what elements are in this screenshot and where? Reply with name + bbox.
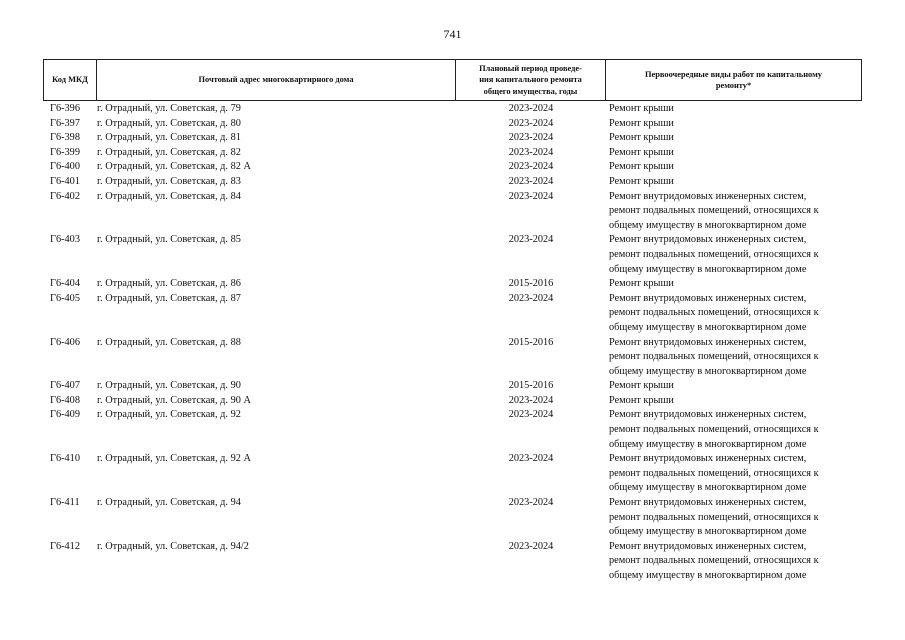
code-cell: Г6-405 (50, 292, 80, 304)
table-row (43, 336, 862, 380)
period-cell: 2023-2024 (508, 175, 554, 187)
works-cell: Ремонт внутридомовых инженерных систем, ремонт подвальных помещений, относящихся к общему имуществу в многоквартирном доме (609, 234, 819, 275)
period-cell: 2023-2024 (508, 132, 554, 144)
table-body (43, 102, 862, 584)
header-works-label: Первоочередные виды работ по капитальному ремонту* (645, 69, 822, 90)
period-cell: 2015-2016 (508, 336, 554, 348)
works-cell: Ремонт крыши (609, 161, 674, 173)
code-cell: Г6-404 (50, 278, 80, 290)
address-cell: г. Отрадный, ул. Советская, д. 79 (97, 103, 241, 114)
works-cell: Ремонт внутридомовых инженерных систем, ремонт подвальных помещений, относящихся к общему имуществу в многоквартирном доме (609, 190, 819, 231)
code-cell: Г6-397 (50, 117, 80, 129)
table-row (43, 233, 862, 277)
address-cell: г. Отрадный, ул. Советская, д. 86 (97, 278, 241, 290)
period-cell: 2023-2024 (508, 146, 554, 158)
header-period-label: Плановый период проведе- ния капитального ремонта общего имущества, годы (479, 63, 582, 96)
header-code-label: Код МКД (52, 75, 88, 85)
period-cell: 2023-2024 (508, 117, 554, 129)
address-cell: г. Отрадный, ул. Советская, д. 85 (97, 234, 241, 246)
code-cell: Г6-406 (50, 336, 80, 348)
code-cell: Г6-409 (50, 409, 80, 421)
period-cell: 2023-2024 (508, 453, 554, 465)
address-cell: г. Отрадный, ул. Советская, д. 80 (97, 117, 241, 129)
address-cell: г. Отрадный, ул. Советская, д. 94 (97, 497, 241, 509)
address-cell: г. Отрадный, ул. Советская, д. 92 (97, 409, 241, 421)
header-address-label: Почтовый адрес многоквартирного дома (198, 75, 354, 85)
table-header (43, 59, 862, 101)
code-cell: Г6-400 (50, 161, 80, 173)
header-period (456, 60, 606, 100)
table-row (43, 102, 862, 117)
works-cell: Ремонт крыши (609, 103, 674, 114)
code-cell: Г6-411 (50, 497, 80, 509)
address-cell: г. Отрадный, ул. Советская, д. 87 (97, 292, 241, 304)
address-cell: г. Отрадный, ул. Советская, д. 82 А (97, 161, 251, 173)
works-cell: Ремонт внутридомовых инженерных систем, ремонт подвальных помещений, относящихся к общему имуществу в многоквартирном доме (609, 336, 819, 377)
period-cell: 2023-2024 (508, 103, 554, 114)
address-cell: г. Отрадный, ул. Советская, д. 83 (97, 175, 241, 187)
table-row (43, 146, 862, 161)
address-cell: г. Отрадный, ул. Советская, д. 88 (97, 336, 241, 348)
code-cell: Г6-396 (50, 103, 80, 114)
address-cell: г. Отрадный, ул. Советская, д. 90 (97, 380, 241, 392)
header-works (606, 60, 862, 100)
table-row (43, 496, 862, 540)
table-row (43, 175, 862, 190)
works-cell: Ремонт крыши (609, 175, 674, 187)
code-cell: Г6-402 (50, 190, 80, 202)
table-row (43, 160, 862, 175)
period-cell: 2023-2024 (508, 292, 554, 304)
address-cell: г. Отрадный, ул. Советская, д. 84 (97, 190, 241, 202)
code-cell: Г6-401 (50, 175, 80, 187)
table-row (43, 131, 862, 146)
code-cell: Г6-408 (50, 394, 80, 406)
works-cell: Ремонт крыши (609, 146, 674, 158)
code-cell: Г6-410 (50, 453, 80, 465)
works-cell: Ремонт внутридомовых инженерных систем, ремонт подвальных помещений, относящихся к общему имуществу в многоквартирном доме (609, 409, 819, 450)
period-cell: 2023-2024 (508, 234, 554, 246)
table-row (43, 540, 862, 584)
period-cell: 2015-2016 (508, 278, 554, 290)
code-cell: Г6-403 (50, 234, 80, 246)
works-cell: Ремонт внутридомовых инженерных систем, ремонт подвальных помещений, относящихся к общему имуществу в многоквартирном доме (609, 292, 819, 333)
period-cell: 2015-2016 (508, 380, 554, 392)
works-cell: Ремонт крыши (609, 394, 674, 406)
code-cell: Г6-407 (50, 380, 80, 392)
address-cell: г. Отрадный, ул. Советская, д. 82 (97, 146, 241, 158)
header-address (97, 60, 456, 100)
header-code (43, 60, 97, 100)
works-cell: Ремонт крыши (609, 132, 674, 144)
works-cell: Ремонт внутридомовых инженерных систем, ремонт подвальных помещений, относящихся к общему имуществу в многоквартирном доме (609, 497, 819, 538)
address-cell: г. Отрадный, ул. Советская, д. 81 (97, 132, 241, 144)
table-row (43, 117, 862, 132)
works-cell: Ремонт крыши (609, 380, 674, 392)
address-cell: г. Отрадный, ул. Советская, д. 92 А (97, 453, 251, 465)
works-cell: Ремонт внутридомовых инженерных систем, ремонт подвальных помещений, относящихся к общему имуществу в многоквартирном доме (609, 540, 819, 581)
table-row (43, 277, 862, 292)
code-cell: Г6-399 (50, 146, 80, 158)
table-row (43, 452, 862, 496)
code-cell: Г6-412 (50, 540, 80, 552)
page-number: 741 (443, 27, 462, 41)
works-cell: Ремонт крыши (609, 278, 674, 290)
period-cell: 2023-2024 (508, 497, 554, 509)
period-cell: 2023-2024 (508, 161, 554, 173)
table-row (43, 408, 862, 452)
address-cell: г. Отрадный, ул. Советская, д. 90 А (97, 394, 251, 406)
code-cell: Г6-398 (50, 132, 80, 144)
works-cell: Ремонт крыши (609, 117, 674, 129)
period-cell: 2023-2024 (508, 409, 554, 421)
table-row (43, 379, 862, 394)
period-cell: 2023-2024 (508, 540, 554, 552)
address-cell: г. Отрадный, ул. Советская, д. 94/2 (97, 540, 249, 552)
period-cell: 2023-2024 (508, 190, 554, 202)
table-row (43, 292, 862, 336)
table-row (43, 394, 862, 409)
table-row (43, 190, 862, 234)
period-cell: 2023-2024 (508, 394, 554, 406)
works-cell: Ремонт внутридомовых инженерных систем, ремонт подвальных помещений, относящихся к общему имуществу в многоквартирном доме (609, 453, 819, 494)
